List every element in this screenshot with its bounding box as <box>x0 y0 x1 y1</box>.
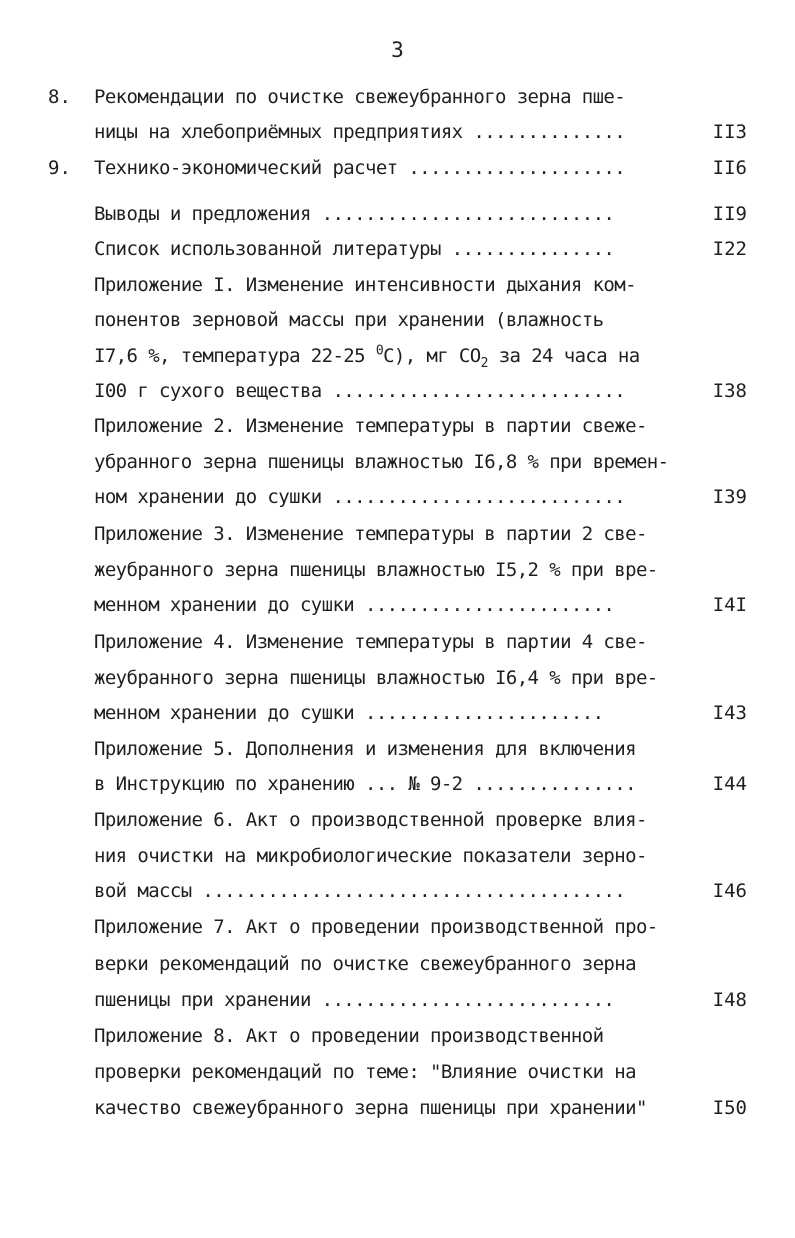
entry-page: I50 <box>712 1097 747 1119</box>
entry-line: Приложение 8. Акт о проведении производственной <box>94 1025 604 1047</box>
entry-line: вой массы ....................................... <box>94 880 626 902</box>
entry-line-with-formula <box>94 342 669 370</box>
entry-line-text: за 24 часа на <box>487 345 640 367</box>
entry-page: I39 <box>712 486 747 508</box>
entry-line: убранного зерна пшеницы влажностью I6,8 % при времен- <box>94 451 669 473</box>
entry-page: II6 <box>712 157 747 179</box>
entry-number: 8. <box>48 86 71 108</box>
entry-page: II9 <box>712 203 747 225</box>
entry-page: I48 <box>712 989 747 1011</box>
entry-line: Приложение 7. Акт о проведении производственной про- <box>94 916 658 938</box>
entry-page: I46 <box>712 880 747 902</box>
entry-line: I00 г сухого вещества ........................... <box>94 380 626 402</box>
entry-line: ницы на хлебоприёмных предприятиях .............. <box>94 121 626 143</box>
entry-line: ния очистки на микробиологические показатели зерно- <box>94 845 647 867</box>
superscript: 0 <box>375 343 384 359</box>
entry-line: пшеницы при хранении ........................... <box>94 989 615 1011</box>
entry-line: понентов зерновой массы при хранении (влажность <box>94 309 604 331</box>
subscript: 2 <box>480 355 488 371</box>
entry-page: I44 <box>712 773 747 795</box>
entry-line: Приложение 4. Изменение температуры в партии 4 све- <box>94 631 647 653</box>
entry-line-text: С), мг СО <box>383 345 481 367</box>
entry-line-text: I7,6 %, температура 22-25 <box>94 345 376 367</box>
entry-line: жеубранного зерна пшеницы влажностью I5,2 % при вре- <box>94 559 658 581</box>
entry-number: 9. <box>48 157 71 179</box>
entry-line: Список использованной литературы ............... <box>94 238 615 260</box>
entry-line: качество свежеубранного зерна пшеницы при хранении" <box>94 1097 647 1119</box>
page-number: 3 <box>391 38 404 62</box>
entry-line: верки рекомендаций по очистке свежеубранного зерна <box>94 953 636 975</box>
entry-line: менном хранении до сушки ....................... <box>94 594 615 616</box>
entry-line: Технико-экономический расчет .................... <box>94 157 626 179</box>
entry-line: в Инструкцию по хранению ... № 9-2 ............... <box>94 773 636 795</box>
entry-page: I4I <box>712 594 747 616</box>
entry-line: Приложение 6. Акт о производственной проверке влия- <box>94 809 647 831</box>
entry-line: Рекомендации по очистке свежеубранного зерна пше- <box>94 86 626 108</box>
entry-line: проверки рекомендаций по теме: "Влияние очистки на <box>94 1061 636 1083</box>
entry-page: I22 <box>712 238 747 260</box>
entry-page: II3 <box>712 121 747 143</box>
entry-line: жеубранного зерна пшеницы влажностью I6,4 % при вре- <box>94 667 658 689</box>
entry-page: I43 <box>712 702 747 724</box>
entry-line: менном хранении до сушки ...................... <box>94 702 604 724</box>
entry-line: ном хранении до сушки ........................... <box>94 486 626 508</box>
entry-line: Выводы и предложения ........................... <box>94 203 615 225</box>
entry-line: Приложение I. Изменение интенсивности дыхания ком- <box>94 274 636 296</box>
entry-page: I38 <box>712 380 747 402</box>
entry-line: Приложение 3. Изменение температуры в партии 2 све- <box>94 523 647 545</box>
entry-line: Приложение 5. Дополнения и изменения для включения <box>94 738 636 760</box>
entry-line: Приложение 2. Изменение температуры в партии свеже- <box>94 415 647 437</box>
